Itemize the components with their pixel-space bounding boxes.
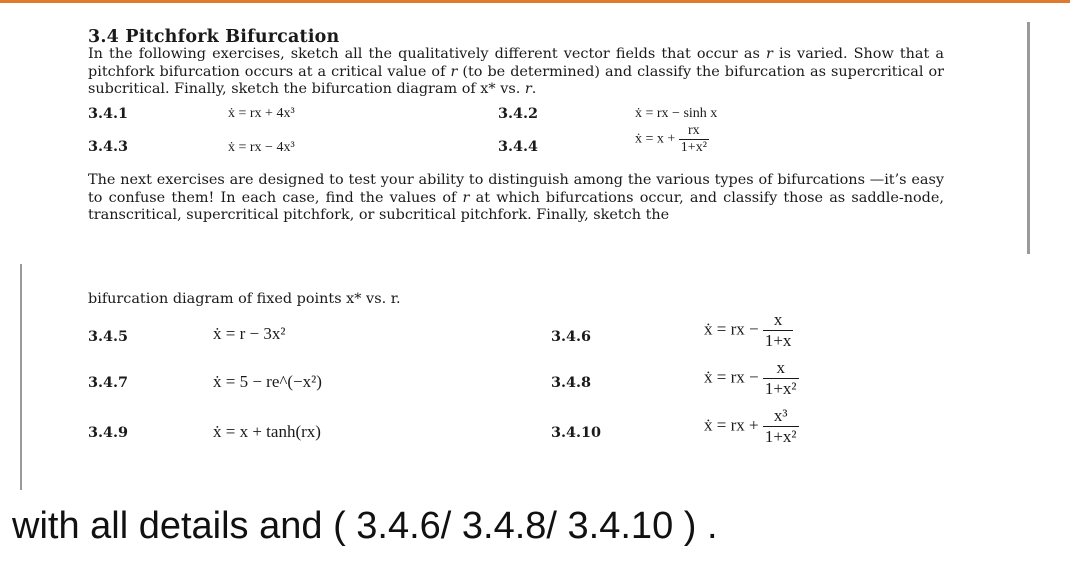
left-margin-rule (20, 264, 22, 490)
exercise-equation: ẋ = 5 − re^(−x²) (213, 372, 322, 391)
continuation-text: bifurcation diagram of fixed points x* vs. r. (88, 291, 401, 307)
exercise-number: 3.4.2 (498, 105, 539, 122)
exercise-equation: ẋ = r − 3x² (213, 324, 286, 343)
user-caption-text: with all details and ( 3.4.6/ 3.4.8/ 3.4.10 ) . (12, 505, 718, 547)
section-title: 3.4 Pitchfork Bifurcation (88, 27, 340, 47)
exercise-number: 3.4.6 (551, 328, 592, 345)
next-exercises-paragraph: The next exercises are designed to test your ability to distinguish among the various types of bifurcations —it’s easy to confuse them! In each case, find the values of r at which bifurcations occur, and classify those as saddle-node, transcritical, supercritical pitchfork, or subcritical pitchfork. Finally, sketch the (88, 172, 944, 223)
exercise-number: 3.4.9 (88, 424, 129, 441)
exercise-number: 3.4.5 (88, 328, 129, 345)
intro-paragraph: In the following exercises, sketch all the qualitatively different vector fields that occur as r is varied. Show that a pitchfork bifurcation occurs at a critical value of r (to be determined) and classify the bifurcation as supercritical or subcritical. Finally, sketch the bifurcation diagram of x* vs. r. (88, 46, 944, 97)
right-margin-rule (1027, 22, 1030, 254)
exercise-equation: ẋ = x + tanh(rx) (213, 422, 321, 441)
exercise-number: 3.4.10 (551, 424, 602, 441)
exercise-equation: ẋ = rx − $\frac{x}{\text{1+x²}}$ (704, 358, 797, 398)
fraction: $\frac{x}{\text{1+x²}}$ (764, 358, 797, 398)
exercise-equation: ẋ = rx − 4x³ (228, 140, 295, 155)
exercise-equation: ẋ = rx + 4x³ (228, 106, 295, 121)
top-accent-bar (0, 0, 1070, 3)
fraction: $\frac{x}{1+x}$ (764, 310, 792, 350)
exercise-number: 3.4.4 (498, 138, 539, 155)
exercise-number: 3.4.7 (88, 374, 129, 391)
fraction: $\frac{\text{x³}}{\text{1+x²}}$ (764, 406, 797, 446)
exercise-equation: ẋ = x + $\frac{rx}{\text{1+x²}}$ (635, 123, 707, 155)
exercise-equation: ẋ = rx − $\frac{x}{1+x}$ (704, 310, 792, 350)
exercise-number: 3.4.1 (88, 105, 129, 122)
exercise-equation: ẋ = rx + $\frac{\text{x³}}{\text{1+x²}}$ (704, 406, 797, 446)
exercise-number: 3.4.3 (88, 138, 129, 155)
exercise-equation: ẋ = rx − sinh x (635, 106, 718, 121)
fraction: $\frac{rx}{\text{1+x²}}$ (680, 123, 707, 155)
exercise-number: 3.4.8 (551, 374, 592, 391)
